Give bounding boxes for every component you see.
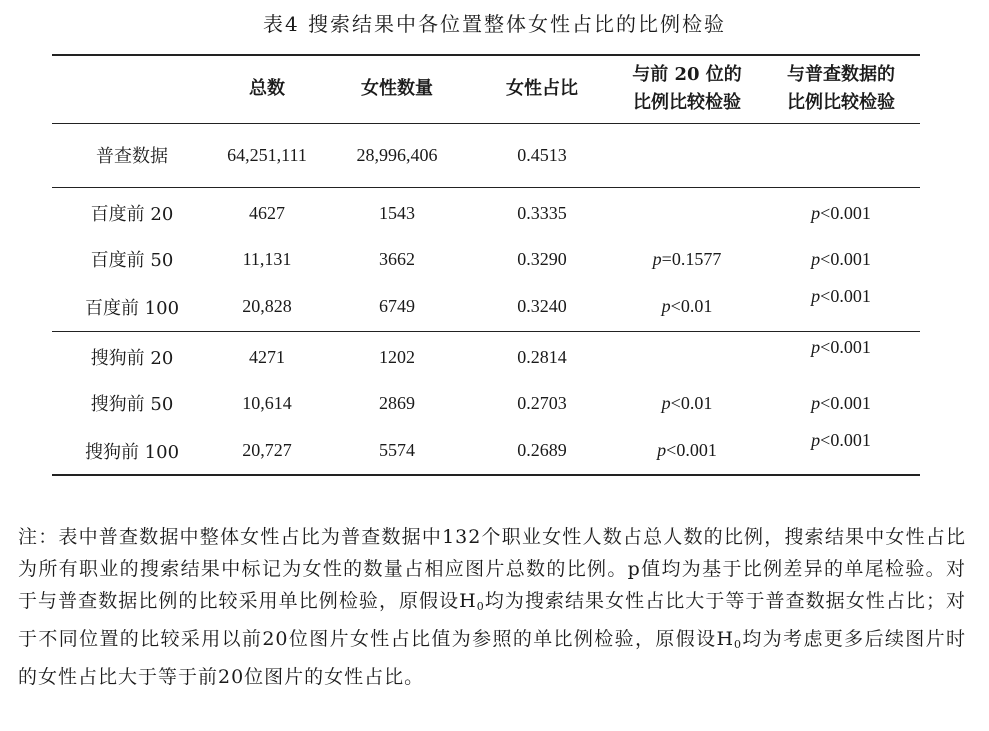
header-vs-top20-line1: 与前 20 位的 bbox=[632, 64, 742, 86]
header-blank bbox=[52, 55, 212, 123]
cell-vs-census: p<0.001 bbox=[811, 336, 871, 357]
table-row bbox=[52, 331, 920, 379]
header-female-count: 女性数量 bbox=[322, 55, 472, 123]
header-vs-census-line1: 与普查数据的 bbox=[787, 64, 895, 86]
cell-ratio: 0.2814 bbox=[517, 346, 567, 367]
row-label: 搜狗前 20 bbox=[90, 348, 174, 370]
cell-vs-top20 bbox=[612, 123, 762, 187]
header-vs-census bbox=[762, 55, 920, 123]
cell-vs-top20: p=0.1577 bbox=[652, 248, 722, 269]
table-caption: 表4 搜索结果中各位置整体女性占比的比例检验 bbox=[262, 12, 727, 36]
cell-female: 5574 bbox=[322, 427, 472, 475]
cell-total: 4627 bbox=[249, 202, 285, 223]
cell-total: 11,131 bbox=[242, 248, 292, 269]
table-note bbox=[18, 521, 966, 693]
table-row bbox=[52, 283, 920, 331]
cell-female: 2869 bbox=[379, 392, 415, 413]
cell-ratio: 0.3290 bbox=[517, 248, 567, 269]
cell-ratio: 0.3335 bbox=[517, 202, 567, 223]
cell-total: 4271 bbox=[249, 346, 285, 367]
cell-female: 6749 bbox=[322, 283, 472, 331]
table-row bbox=[52, 187, 920, 235]
cell-vs-census: p<0.001 bbox=[762, 283, 920, 331]
note-subscript-1: 0 bbox=[476, 600, 485, 613]
header-row bbox=[52, 55, 920, 123]
table-row bbox=[52, 427, 920, 475]
cell-vs-top20: p<0.01 bbox=[661, 392, 713, 413]
cell-ratio: 0.3240 bbox=[472, 283, 612, 331]
cell-vs-census bbox=[762, 123, 920, 187]
cell-vs-census: p<0.001 bbox=[811, 202, 871, 223]
row-label: 普查数据 bbox=[52, 123, 212, 187]
cell-female: 1202 bbox=[379, 346, 415, 367]
note-text-3: 均为考虑更多后续图片时的女性占比大于等于前20位图片的女性占比。 bbox=[18, 628, 966, 688]
cell-female: 1543 bbox=[379, 202, 415, 223]
cell-total: 20,828 bbox=[212, 283, 322, 331]
table-row bbox=[52, 379, 920, 427]
row-label: 搜狗前 100 bbox=[52, 427, 212, 475]
cell-ratio: 0.2703 bbox=[517, 392, 567, 413]
cell-vs-census: p<0.001 bbox=[811, 248, 871, 269]
row-label: 搜狗前 50 bbox=[90, 394, 174, 415]
header-female-ratio: 女性占比 bbox=[472, 55, 612, 123]
cell-vs-top20: p<0.01 bbox=[612, 283, 762, 331]
cell-female: 3662 bbox=[379, 248, 415, 269]
note-text-1: 注：表中普查数据中整体女性占比为普查数据中132个职业女性人数占总人数的比例，搜索结果中女性占比为所有职业的搜索结果中标记为女性的数量占相应图片总数的比例。p值均为基于比例差异的单尾检验。对于与普查数据比例的比较采用单比例检验，原假设H bbox=[18, 526, 966, 612]
note-subscript-2: 0 bbox=[734, 638, 743, 651]
cell-total: 64,251,111 bbox=[212, 123, 322, 187]
header-total: 总数 bbox=[212, 55, 322, 123]
cell-ratio: 0.2689 bbox=[472, 427, 612, 475]
cell-vs-top20 bbox=[612, 187, 762, 235]
row-label: 百度前 20 bbox=[90, 204, 174, 226]
cell-vs-census: p<0.001 bbox=[811, 392, 871, 413]
cell-total: 20,727 bbox=[212, 427, 322, 475]
cell-female: 28,996,406 bbox=[322, 123, 472, 187]
note-text-2: 均为搜索结果女性占比大于等于普查数据女性占比；对于不同位置的比较采用以前20位图片女性占比值为参照的单比例检验，原假设H bbox=[18, 590, 966, 650]
cell-vs-census: p<0.001 bbox=[762, 427, 920, 475]
table-row bbox=[52, 235, 920, 283]
header-vs-top20-line2: 比例比较检验 bbox=[633, 92, 741, 114]
proportion-test-table-container bbox=[52, 54, 920, 476]
cell-ratio: 0.4513 bbox=[472, 123, 612, 187]
cell-total: 10,614 bbox=[242, 392, 292, 413]
row-label: 百度前 50 bbox=[90, 250, 174, 271]
header-vs-top20 bbox=[612, 55, 762, 123]
cell-vs-top20: p<0.001 bbox=[612, 427, 762, 475]
proportion-test-table bbox=[52, 54, 920, 476]
cell-vs-top20 bbox=[612, 331, 762, 379]
header-vs-census-line2: 比例比较检验 bbox=[787, 92, 895, 114]
row-label: 百度前 100 bbox=[52, 283, 212, 331]
table-row-census bbox=[52, 123, 920, 187]
